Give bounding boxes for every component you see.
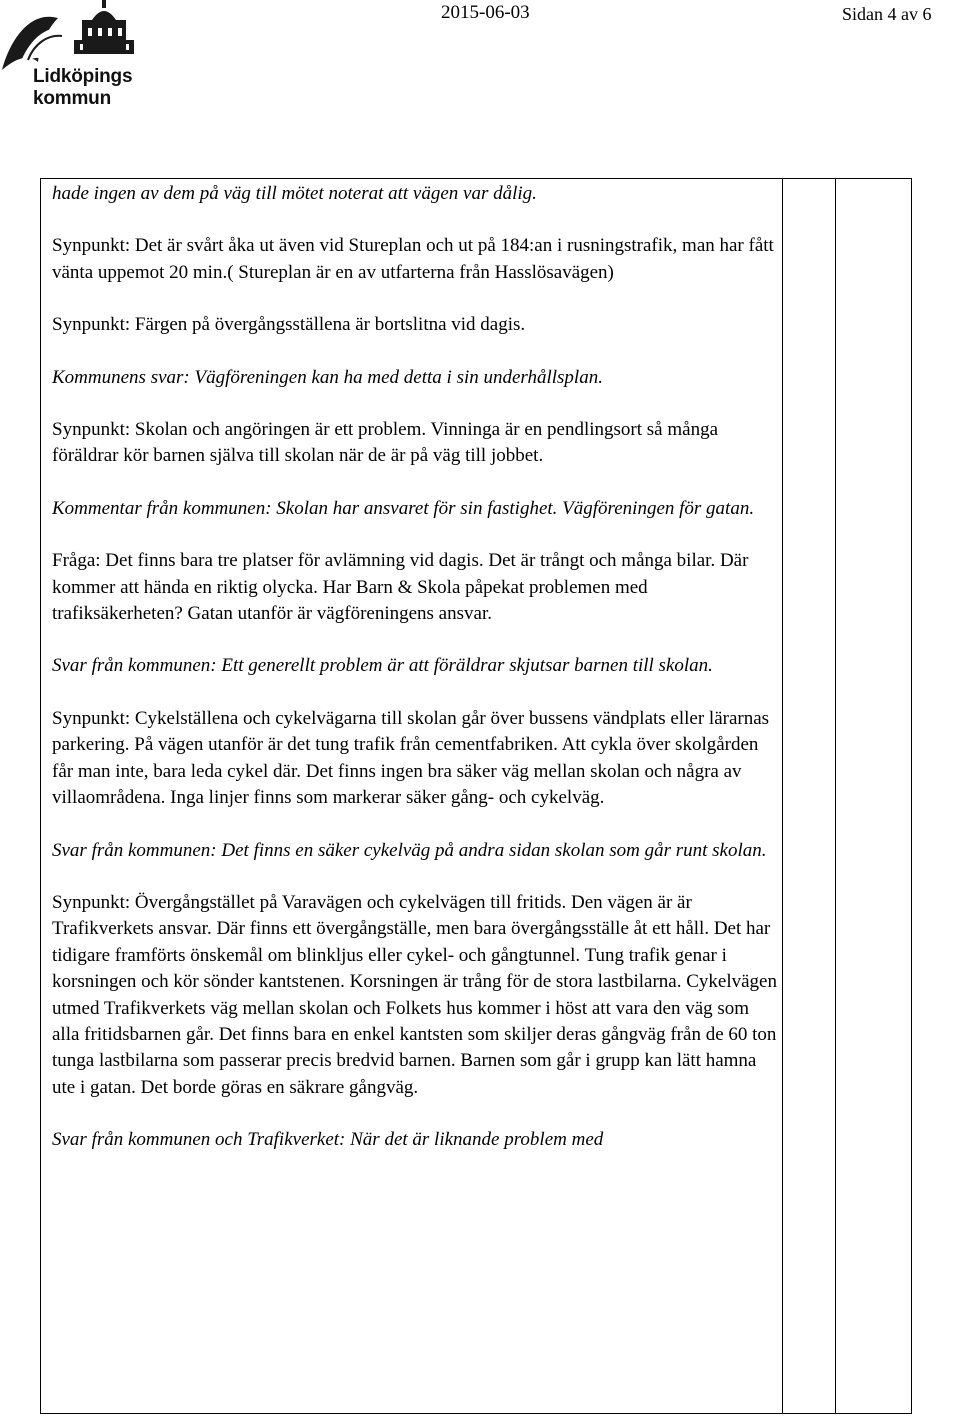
municipality-logo <box>0 0 150 112</box>
meeting-comment: Synpunkt: Cykelställena och cykelvägarna till skolan går över bussens vändplats eller lärarnas parkering. På vägen utanför är det tung trafik från cementfabriken. Att cykla över skolgården får man inte, bara leda cykel där. Det finns ingen bra säker väg mellan skolan och några av villaområdena. Inga linjer finns som markerar säker gång- och cykelväg. <box>52 707 770 809</box>
minutes-text-cell <box>52 181 780 1154</box>
meeting-comment: Synpunkt: Skolan och angöringen är ett problem. Vinninga är en pendlingsort så många föräldrar kör barnen själva till skolan när de är på väg till jobbet. <box>52 419 719 467</box>
document-date: 2015-06-03 <box>441 2 530 23</box>
meeting-comment: Synpunkt: Det är svårt åka ut även vid Stureplan och ut på 184:an i rusningstrafik, man har fått vänta uppemot 20 min.( Stureplan är en av utfarterna från Hasslösavägen) <box>52 235 774 283</box>
minutes-table <box>40 178 912 1414</box>
page-number: Sidan 4 av 6 <box>842 4 932 24</box>
column-divider <box>782 179 783 1413</box>
municipality-response: Svar från kommunen och Trafikverket: När det är liknande problem med <box>52 1129 604 1151</box>
municipality-response: Kommunens svar: Vägföreningen kan ha med detta i sin underhållsplan. <box>52 366 603 388</box>
municipality-response: hade ingen av dem på väg till mötet noterat att vägen var dålig. <box>52 183 537 204</box>
meeting-comment: Fråga: Det finns bara tre platser för avlämning vid dagis. Det är trångt och många bilar. Där kommer att hända en riktig olycka. Har Barn & Skola påpekat problemen med trafiksäkerheten? Gatan utanför är vägföreningens ansvar. <box>52 550 749 625</box>
municipality-response: Svar från kommunen: Ett generellt problem är att föräldrar skjutsar barnen till skolan. <box>52 655 713 677</box>
logo-line1: Lidköpings <box>33 66 133 87</box>
logo-wordmark <box>33 66 132 110</box>
municipality-response: Kommentar från kommunen: Skolan har ansvaret för sin fastighet. Vägföreningen för gatan. <box>52 497 755 519</box>
meeting-comment: Synpunkt: Övergångstället på Varavägen och cykelvägen till fritids. Den vägen är är Trafikverkets ansvar. Där finns ett övergångställe, men bara övergångsställe åt ett håll. Det har tidigare framförts önskemål om blinkljus eller cykel- och gångtunnel. Tung trafik genar i korsningen och kör sönder kantstenen. Korsningen är trång för de stora lastbilarna. Cykelvägen utmed Trafikverkets väg mellan skolan och Folkets hus kommer i höst att vara den väg som alla fritidsbarnen går. Det finns bara en enkel kantsten som skiljer deras gångväg från de 60 ton tunga lastbilarna som passerar precis bredvid barnen. Barnen som går i grupp kan lätt hamna ute i gatan. Det borde göras en säkrare gångväg. <box>52 891 777 1098</box>
page-header <box>0 0 960 120</box>
column-divider <box>835 179 836 1413</box>
meeting-comment: Synpunkt: Färgen på övergångsställena är bortslitna vid dagis. <box>52 314 526 336</box>
logo-line2: kommun <box>33 88 111 109</box>
municipality-response: Svar från kommunen: Det finns en säker cykelväg på andra sidan skolan som går runt skolan. <box>52 839 767 861</box>
